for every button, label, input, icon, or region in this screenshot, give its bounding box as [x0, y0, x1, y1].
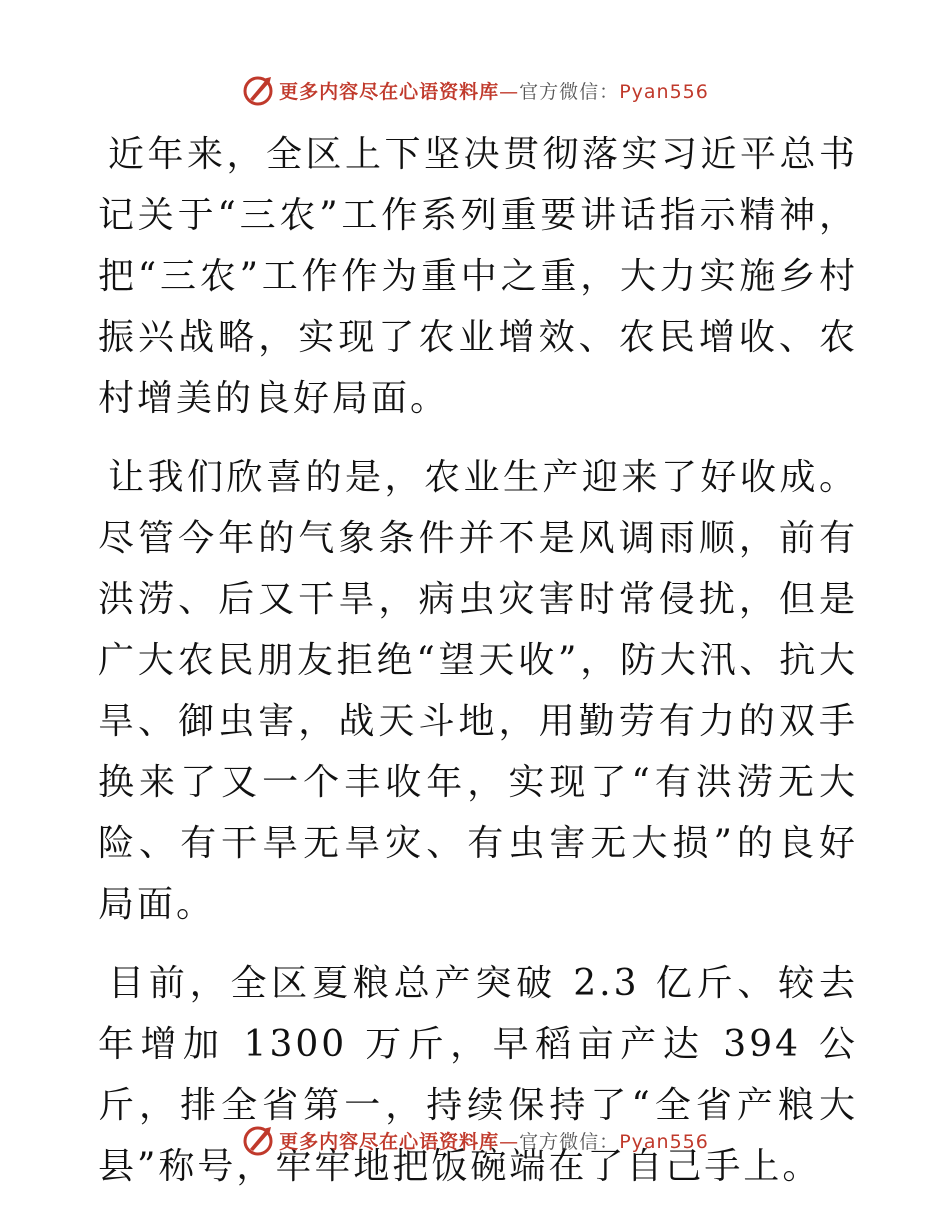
- banner-wechat-label: 官方微信：: [519, 1130, 620, 1153]
- banner-dash: —: [499, 1130, 520, 1153]
- banner-site-text: 更多内容尽在心语资料库: [279, 1130, 500, 1153]
- banner-wechat-id: Pyan556: [619, 1130, 709, 1153]
- document-body: [98, 124, 858, 1215]
- paragraph-2: 让我们欣喜的是，农业生产迎来了好收成。尽管今年的气象条件并不是风调雨顺，前有洪涝、后又干旱，病虫灾害时常侵扰，但是广大农民朋友拒绝“望天收”，防大汛、抗大旱、御虫害，战天斗地，用勤劳有力的双手换来了又一个丰收年，实现了“有洪涝无大险、有干旱无旱灾、有虫害无大损”的良好局面。: [98, 457, 858, 925]
- banner-wechat-id: Pyan556: [619, 80, 709, 103]
- banner-dash: —: [499, 80, 520, 103]
- footer-banner: [0, 1120, 950, 1160]
- paragraph-1: 近年来，全区上下坚决贯彻落实习近平总书记关于“三农”工作系列重要讲话指示精神，把“三农”工作作为重中之重，大力实施乡村振兴战略，实现了农业增效、农民增收、农村增美的良好局面。: [98, 134, 858, 419]
- banner-site-text: 更多内容尽在心语资料库: [279, 80, 500, 103]
- banner-text: [279, 77, 709, 104]
- quill-logo-icon: [241, 73, 275, 107]
- banner-text: [279, 1127, 709, 1154]
- paragraph-3: 目前，全区夏粮总产突破 2.3 亿斤、较去年增加 1300 万斤，早稻亩产达 394 公斤，排全省第一，持续保持了“全省产粮大县”称号，牢牢地把饭碗端在了自己手上。: [98, 963, 858, 1187]
- header-banner: [0, 70, 950, 110]
- banner-wechat-label: 官方微信：: [519, 80, 620, 103]
- quill-logo-icon: [241, 1123, 275, 1157]
